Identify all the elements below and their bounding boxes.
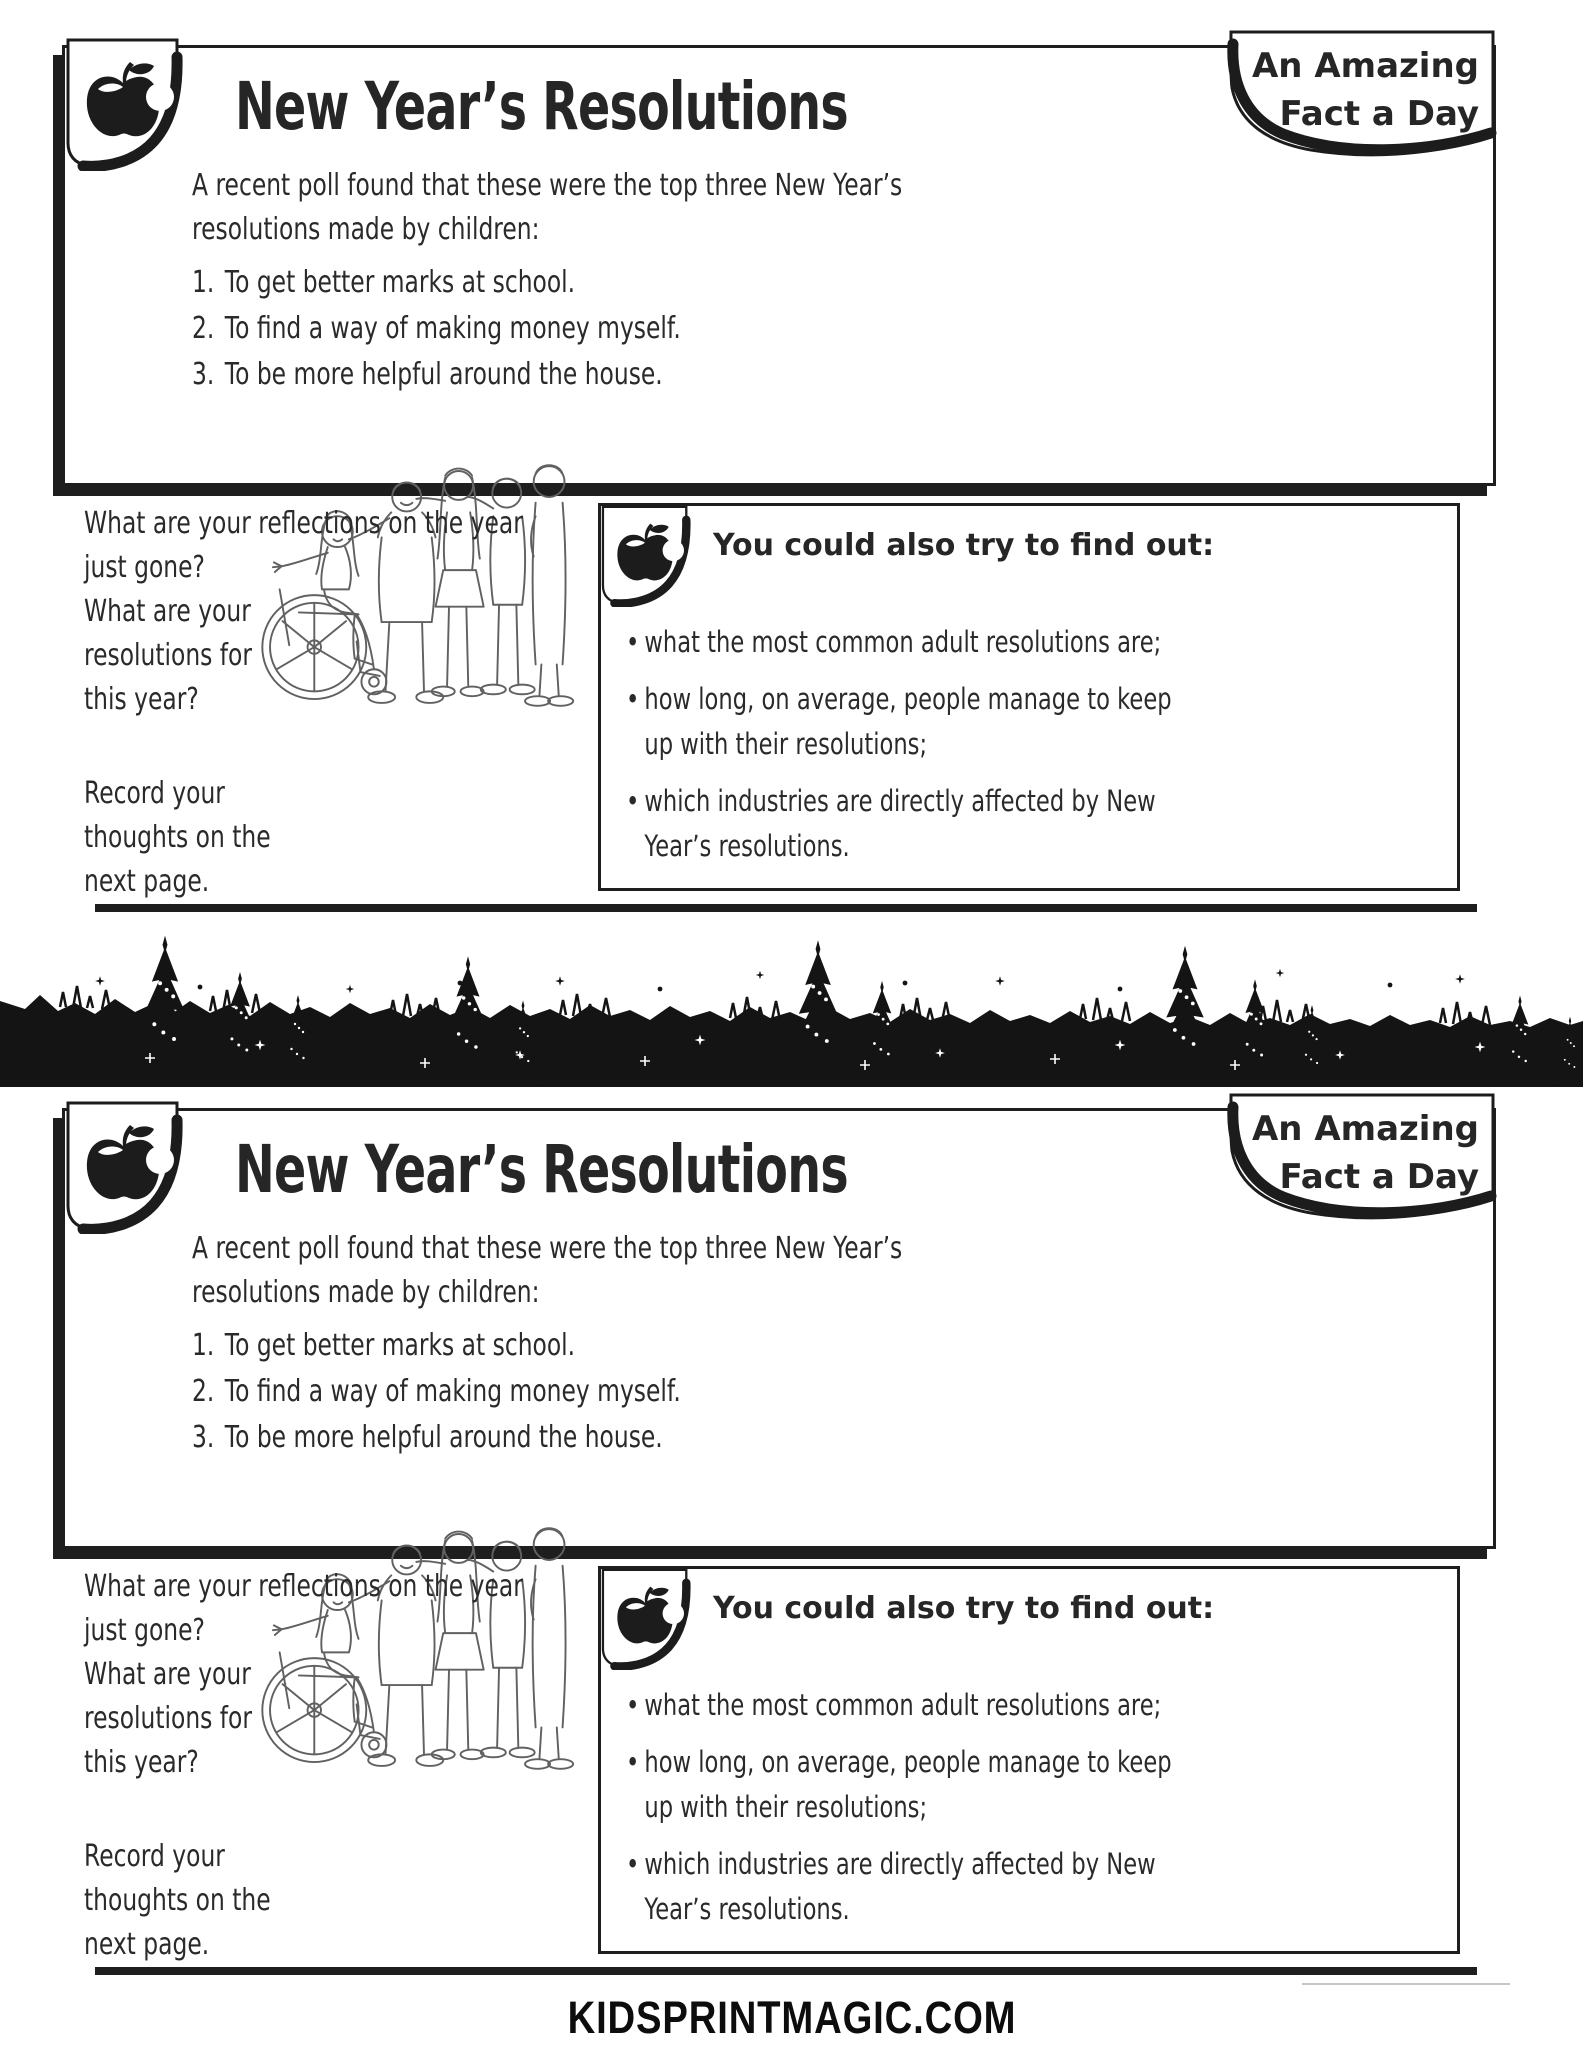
reflection-prompt xyxy=(84,1565,523,1653)
apple-icon xyxy=(62,1098,184,1234)
intro-line: resolutions made by children: xyxy=(192,1275,540,1310)
bullet-line: how long, on average, people manage to keep xyxy=(644,682,1172,716)
intro-line: resolutions made by children: xyxy=(192,212,540,247)
item-number: 1. xyxy=(192,265,215,300)
item-number: 2. xyxy=(192,311,215,346)
prompt-line: What are your reflections on the year xyxy=(84,506,523,541)
resolutions-list xyxy=(192,260,681,398)
bullet-line: which industries are directly affected by New xyxy=(644,784,1156,818)
item-text: To find a way of making money myself. xyxy=(224,311,681,346)
apple-icon xyxy=(598,503,692,607)
fact-box xyxy=(62,45,1496,486)
prompt-line: What are your reflections on the year xyxy=(84,1569,523,1604)
badge-text xyxy=(1252,42,1479,139)
intro-text xyxy=(192,1227,902,1315)
fact-badge xyxy=(1223,1089,1499,1225)
bullet-line: which industries are directly affected by New xyxy=(644,1847,1156,1881)
bullet-line: what the most common adult resolutions are; xyxy=(644,625,1162,659)
findout-apple-tab xyxy=(598,1566,692,1670)
bullet-marker: • xyxy=(626,682,640,716)
christmas-trees-icon xyxy=(0,915,1583,1087)
item-text: To get better marks at school. xyxy=(224,265,576,300)
bullet-line: up with their resolutions; xyxy=(644,727,928,761)
badge-text xyxy=(1252,1105,1479,1202)
intro-text xyxy=(192,164,902,252)
findout-heading: You could also try to find out: xyxy=(713,1591,1215,1626)
intro-line: A recent poll found that these were the top three New Year’s xyxy=(192,1231,903,1266)
list-item xyxy=(192,1323,681,1369)
list-item xyxy=(192,260,681,306)
prompt-line: resolutions for xyxy=(84,638,252,673)
list-item xyxy=(192,352,681,398)
prompt-line: this year? xyxy=(84,1745,199,1780)
record-prompt xyxy=(84,772,271,904)
section-divider xyxy=(95,1967,1477,1975)
findout-bullets xyxy=(621,1683,1172,1944)
apple-tab xyxy=(62,1098,184,1234)
page-title: New Year’s Resolutions xyxy=(235,68,848,145)
intro-line: A recent poll found that these were the top three New Year’s xyxy=(192,168,903,203)
bullet-line: Year’s resolutions. xyxy=(644,829,850,863)
worksheet-copy-2 xyxy=(0,1093,1583,1978)
list-item xyxy=(192,1415,681,1461)
item-text: To get better marks at school. xyxy=(224,1328,576,1363)
findout-heading: You could also try to find out: xyxy=(713,528,1215,563)
bullet-marker: • xyxy=(626,1745,640,1779)
prompt-line: thoughts on the xyxy=(84,1883,271,1918)
item-number: 2. xyxy=(192,1374,215,1409)
bullet-item xyxy=(621,620,1172,665)
bullet-line: how long, on average, people manage to keep xyxy=(644,1745,1172,1779)
faint-cut-line xyxy=(1302,1983,1510,1985)
prompt-line: this year? xyxy=(84,682,199,717)
bullet-line: what the most common adult resolutions are; xyxy=(644,1688,1162,1722)
resolutions-prompt xyxy=(84,1653,252,1785)
prompt-line: Record your xyxy=(84,1839,225,1874)
prompt-line: next page. xyxy=(84,864,210,899)
prompt-line: What are your xyxy=(84,594,251,629)
bullet-item xyxy=(621,779,1172,869)
apple-icon xyxy=(62,35,184,171)
tree-border-illustration xyxy=(0,915,1583,1087)
resolutions-list xyxy=(192,1323,681,1461)
bullet-marker: • xyxy=(626,625,640,659)
findout-box xyxy=(598,503,1460,891)
bullet-item xyxy=(621,1740,1172,1830)
prompt-line: just gone? xyxy=(84,1613,205,1648)
reflection-prompt xyxy=(84,502,523,590)
apple-icon xyxy=(598,1566,692,1670)
bullet-item xyxy=(621,677,1172,767)
bullet-marker: • xyxy=(626,1688,640,1722)
item-text: To be more helpful around the house. xyxy=(224,1420,663,1455)
item-number: 3. xyxy=(192,357,215,392)
prompt-line: resolutions for xyxy=(84,1701,252,1736)
bullet-line: Year’s resolutions. xyxy=(644,1892,850,1926)
bullet-item xyxy=(621,1842,1172,1932)
footer xyxy=(0,1992,1583,2044)
item-text: To find a way of making money myself. xyxy=(224,1374,681,1409)
badge-line: An Amazing xyxy=(1251,1109,1479,1149)
list-item xyxy=(192,1369,681,1415)
bullet-marker: • xyxy=(626,784,640,818)
resolutions-prompt xyxy=(84,590,252,722)
fact-badge xyxy=(1223,26,1499,162)
findout-bullets xyxy=(621,620,1172,881)
badge-line: Fact a Day xyxy=(1279,1157,1479,1198)
bullet-marker: • xyxy=(626,1847,640,1881)
list-item xyxy=(192,306,681,352)
bullet-item xyxy=(621,1683,1172,1728)
item-number: 3. xyxy=(192,1420,215,1455)
section-divider xyxy=(95,904,1477,912)
worksheet-copy xyxy=(0,30,1583,915)
item-text: To be more helpful around the house. xyxy=(224,357,663,392)
findout-box xyxy=(598,1566,1460,1954)
apple-tab xyxy=(62,35,184,171)
badge-line: An Amazing xyxy=(1251,46,1479,86)
prompt-line: next page. xyxy=(84,1927,210,1962)
prompt-line: What are your xyxy=(84,1657,251,1692)
footer-site-text: KIDSPRINTMAGIC.COM xyxy=(567,1992,1016,2043)
fact-box xyxy=(62,1108,1496,1549)
badge-line: Fact a Day xyxy=(1279,94,1479,135)
prompt-line: Record your xyxy=(84,776,225,811)
item-number: 1. xyxy=(192,1328,215,1363)
page-title: New Year’s Resolutions xyxy=(235,1131,848,1208)
record-prompt xyxy=(84,1835,271,1967)
prompt-line: just gone? xyxy=(84,550,205,585)
findout-apple-tab xyxy=(598,503,692,607)
prompt-line: thoughts on the xyxy=(84,820,271,855)
bullet-line: up with their resolutions; xyxy=(644,1790,928,1824)
